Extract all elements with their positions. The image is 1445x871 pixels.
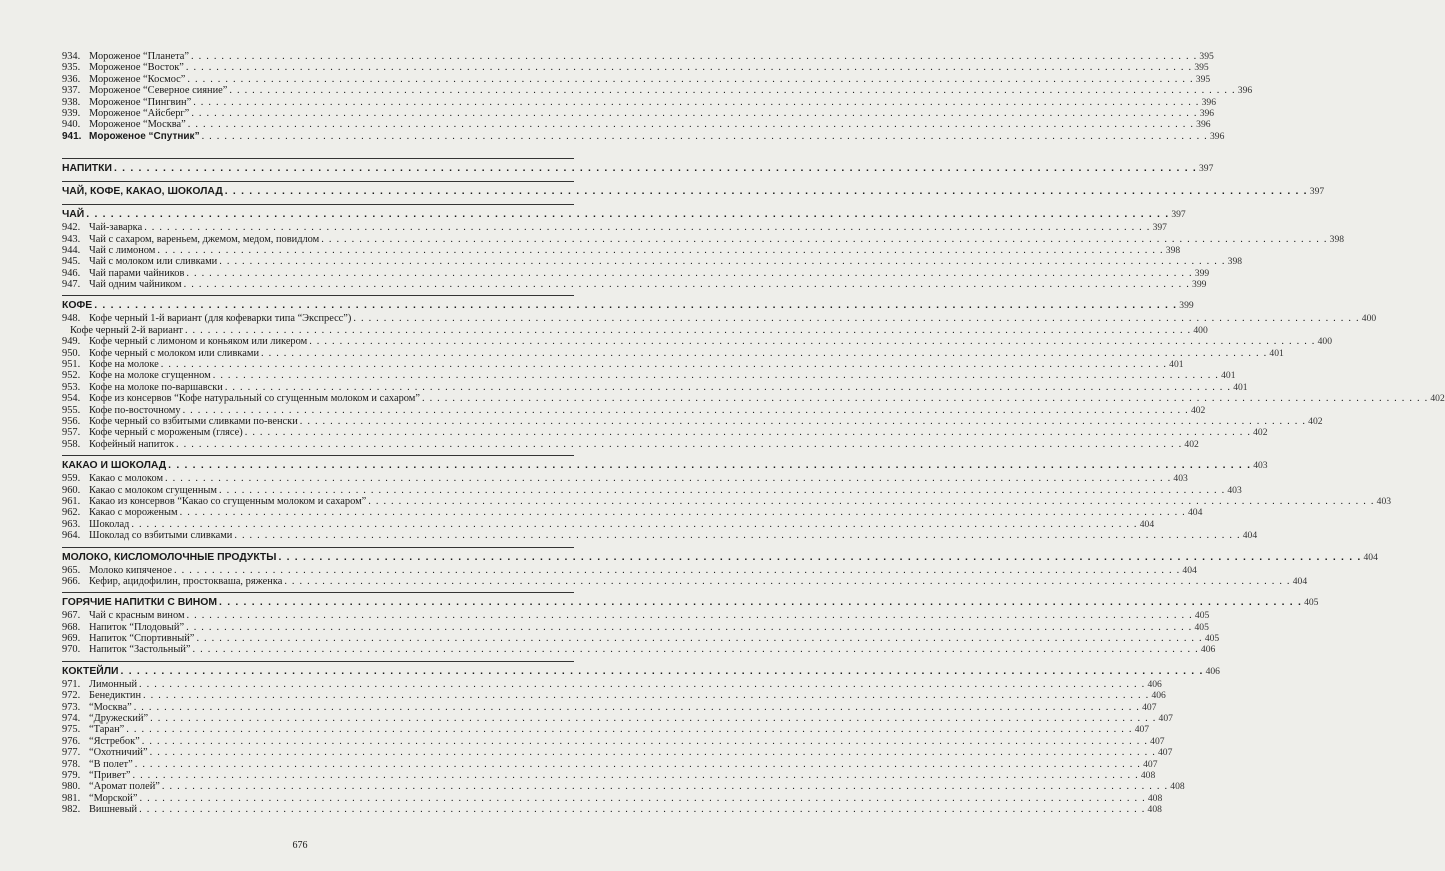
entry-number: 943. <box>62 233 81 245</box>
entry-number: 981. <box>62 792 81 804</box>
leader-dots <box>162 781 1168 792</box>
entry-number: 961. <box>62 495 81 507</box>
toc-entry <box>62 758 1158 770</box>
entry-number: 972. <box>62 690 81 702</box>
toc-entry <box>62 610 1210 622</box>
section-title: КАКАО И ШОКОЛАД <box>62 460 167 472</box>
section-page: 405 <box>1304 597 1319 609</box>
leader-dots <box>191 108 1197 119</box>
entry-page: 405 <box>1204 633 1220 645</box>
entry-title: Какао из консервов “Какао со сгущенным молоком и сахаром” <box>89 495 367 507</box>
leader-dots <box>134 702 1140 713</box>
toc-entry <box>62 792 1163 804</box>
section-rule <box>62 592 574 593</box>
entry-title: Мороженое “Айсберг” <box>89 107 190 119</box>
entry-title: Мороженое “Северное сияние” <box>89 85 228 97</box>
toc-entry <box>62 804 1162 816</box>
entry-title: “В полет” <box>89 758 133 770</box>
entry-title: Лимонный <box>89 678 138 690</box>
entry-number: 955. <box>62 404 81 416</box>
entry-title: Кофе на молоке по-варшавски <box>89 381 223 393</box>
toc-entry <box>62 222 1167 234</box>
section-title: ЧАЙ, КОФЕ, КАКАО, ШОКОЛАД <box>62 186 223 198</box>
entry-title: Кофе черный 1-й вариант (для кофеварки типа “Экспресс”) <box>89 313 352 325</box>
entry-page: 407 <box>1143 758 1158 770</box>
entry-page: 401 <box>1221 370 1236 382</box>
toc-entry <box>62 73 1211 85</box>
entry-page: 403 <box>1173 473 1188 485</box>
entry-number: 964. <box>62 530 81 542</box>
entry-page: 404 <box>1187 507 1203 519</box>
section-page: 404 <box>1363 551 1378 563</box>
leader-dots <box>183 405 1189 416</box>
entry-title: “Аромат полей” <box>89 781 160 793</box>
entry-number: 974. <box>62 713 81 725</box>
entry-number: 950. <box>62 347 81 359</box>
entry-page: 395 <box>1195 73 1211 85</box>
section-rule <box>62 295 574 296</box>
section-rule <box>62 204 574 205</box>
entry-title: Чай с сахаром, вареньем, джемом, медом, повидлом <box>89 233 320 245</box>
section-heading <box>62 550 1378 565</box>
entry-title: “Москва” <box>89 701 132 713</box>
entry-page: 402 <box>1190 404 1206 416</box>
leader-dots <box>131 519 1137 530</box>
entry-number: 965. <box>62 564 81 576</box>
entry-title: Чай с молоком или сливками <box>89 256 218 268</box>
leader-dots <box>114 161 1197 176</box>
entry-page: 408 <box>1140 769 1156 781</box>
entry-number: 963. <box>62 518 81 530</box>
toc-entry <box>62 724 1150 736</box>
toc-entry <box>62 370 1236 382</box>
entry-page: 396 <box>1199 107 1215 119</box>
leader-dots <box>135 759 1141 770</box>
entry-page: 399 <box>1192 279 1207 291</box>
toc-entry <box>62 279 1207 291</box>
leader-dots <box>150 747 1156 758</box>
leader-dots <box>176 439 1182 450</box>
section-rule <box>62 181 574 182</box>
section-page: 403 <box>1253 460 1268 472</box>
section-page: 397 <box>1171 209 1186 221</box>
entry-title: Кофе черный 2-й вариант <box>70 324 183 336</box>
section-heading <box>62 595 1319 610</box>
toc-entry <box>62 713 1173 725</box>
leader-dots <box>157 245 1163 256</box>
leader-dots <box>261 348 1267 359</box>
entry-title: Какао с мороженым <box>89 507 178 519</box>
entry-page: 395 <box>1199 51 1214 62</box>
leader-dots <box>368 496 1374 507</box>
leader-dots <box>143 690 1149 701</box>
entry-number: 936. <box>62 73 81 85</box>
leader-dots <box>180 507 1186 518</box>
leader-dots <box>121 664 1204 679</box>
toc-entry <box>62 130 1225 142</box>
entry-title: Кофе черный с мороженым (глясе) <box>89 427 243 439</box>
section-page: 406 <box>1205 665 1220 677</box>
entry-number: 969. <box>62 633 81 645</box>
toc-entry <box>62 393 1445 405</box>
entry-number: 979. <box>62 769 81 781</box>
entry-number: 948. <box>62 313 81 325</box>
entry-number: 980. <box>62 781 81 793</box>
leader-dots <box>300 416 1306 427</box>
entry-title: “Таран” <box>89 724 125 736</box>
entry-title: Кофе черный с лимоном и коньяком или ликером <box>89 336 308 348</box>
entry-number: 960. <box>62 484 81 496</box>
entry-page: 408 <box>1170 781 1185 793</box>
entry-title: Мороженое “Планета” <box>89 51 190 62</box>
section-page: 397 <box>1309 186 1325 198</box>
toc-entry <box>62 51 1214 62</box>
entry-page: 407 <box>1134 724 1150 736</box>
entry-page: 402 <box>1308 415 1323 427</box>
section-rule <box>62 158 574 159</box>
toc-entry <box>62 62 1209 74</box>
toc-entry <box>62 633 1220 645</box>
entry-page: 406 <box>1151 690 1166 702</box>
toc-entry <box>62 324 1208 336</box>
entry-page: 400 <box>1361 313 1377 325</box>
entry-page: 404 <box>1139 518 1155 530</box>
entry-page: 398 <box>1227 256 1243 268</box>
entry-number: 952. <box>62 370 81 382</box>
entry-number: 956. <box>62 415 81 427</box>
entry-page: 402 <box>1430 393 1445 405</box>
toc-entry <box>62 678 1162 690</box>
entry-number: 951. <box>62 359 81 371</box>
entry-number: 982. <box>62 804 81 816</box>
entry-number: 968. <box>62 621 81 633</box>
entry-title: Чай с красным вином <box>89 610 185 622</box>
entry-title: “Ястребок” <box>89 735 140 747</box>
section-heading <box>62 664 1220 679</box>
toc-entry <box>62 267 1210 279</box>
entry-title: Кофе на молоке <box>89 359 159 371</box>
entry-number: 973. <box>62 701 81 713</box>
entry-title: Чай-заварка <box>89 222 143 234</box>
leader-dots <box>186 268 1192 279</box>
section-heading <box>62 161 1214 176</box>
entry-title: Бенедиктин <box>89 690 142 702</box>
leader-dots <box>219 256 1225 267</box>
entry-title: Чай с лимоном <box>89 244 156 256</box>
entry-page: 400 <box>1317 336 1332 348</box>
entry-number: 962. <box>62 507 81 519</box>
toc-entry <box>62 96 1216 108</box>
entry-title: Кофейный напиток <box>89 438 175 450</box>
entry-page: 408 <box>1147 792 1163 804</box>
entry-title: Чай парами чайников <box>89 267 185 279</box>
toc-entry <box>62 427 1268 439</box>
leader-dots <box>278 550 1361 565</box>
entry-page: 407 <box>1158 713 1173 725</box>
entry-title: Вишневый <box>89 804 138 816</box>
entry-title: Мороженое “Восток” <box>89 62 184 74</box>
leader-dots <box>187 610 1193 621</box>
leader-dots <box>193 97 1199 108</box>
entry-page: 404 <box>1182 564 1197 576</box>
leader-dots <box>126 724 1132 735</box>
entry-title: Шоколад со взбитыми сливками <box>89 530 233 542</box>
leader-dots <box>186 62 1192 73</box>
entry-page: 404 <box>1292 575 1308 587</box>
toc-entry <box>62 484 1242 496</box>
entry-page: 407 <box>1158 747 1173 759</box>
toc-entry <box>62 347 1284 359</box>
entry-page: 402 <box>1184 438 1199 450</box>
entry-number: 942. <box>62 222 81 234</box>
section-title: ЧАЙ <box>62 209 85 221</box>
entry-number: 976. <box>62 735 81 747</box>
entry-number: 959. <box>62 473 81 485</box>
entry-page: 401 <box>1233 381 1248 393</box>
entry-page: 405 <box>1194 610 1210 622</box>
entry-number: 977. <box>62 747 81 759</box>
section-heading <box>62 298 1194 313</box>
entry-page: 398 <box>1165 244 1181 256</box>
section-heading <box>62 207 1186 222</box>
leader-dots <box>225 184 1308 199</box>
entry-page: 407 <box>1142 701 1157 713</box>
leader-dots <box>186 622 1192 633</box>
leader-dots <box>321 234 1327 245</box>
entry-page: 400 <box>1193 324 1208 336</box>
leader-dots <box>188 119 1194 130</box>
leader-dots <box>191 51 1197 62</box>
entry-page: 399 <box>1194 267 1210 279</box>
entry-number: 954. <box>62 393 81 405</box>
section-heading <box>62 184 1325 199</box>
toc-entry <box>62 507 1203 519</box>
entry-number: 944. <box>62 244 81 256</box>
toc-entry <box>62 530 1258 542</box>
toc-entry <box>62 747 1173 759</box>
entry-number: 939. <box>62 107 81 119</box>
toc-entry <box>62 621 1209 633</box>
entry-title: Кофе из консервов “Кофе натуральный со сгущенным молоком и сахаром” <box>89 393 420 405</box>
leader-dots <box>86 207 1169 222</box>
entry-page: 406 <box>1200 644 1216 656</box>
toc-entry <box>62 107 1215 119</box>
toc-entry <box>62 381 1248 393</box>
toc-entry <box>62 701 1157 713</box>
leader-dots <box>139 793 1145 804</box>
leader-dots <box>353 313 1359 324</box>
leader-dots <box>245 427 1251 438</box>
entry-number: 975. <box>62 724 81 736</box>
toc-entry <box>62 495 1392 507</box>
entry-title: “Привет” <box>89 769 131 781</box>
section-title: НАПИТКИ <box>62 163 112 175</box>
entry-page: 396 <box>1237 85 1253 97</box>
entry-page: 403 <box>1227 484 1242 496</box>
toc-entry <box>62 781 1185 793</box>
entry-page: 405 <box>1194 621 1209 633</box>
leader-dots <box>139 679 1145 690</box>
leader-dots <box>422 393 1428 404</box>
entry-title: Мороженое “Спутник” <box>89 130 200 142</box>
section-gap <box>62 656 574 659</box>
toc-entry <box>62 359 1184 371</box>
entry-page: 406 <box>1147 678 1162 690</box>
entry-title: Кофе по-восточному <box>89 404 181 416</box>
leader-dots <box>161 359 1167 370</box>
section-gap <box>62 290 574 293</box>
entry-number: 935. <box>62 62 81 74</box>
leader-dots <box>196 633 1202 644</box>
section-title: КОКТЕЙЛИ <box>62 665 119 677</box>
entry-page: 407 <box>1150 735 1165 747</box>
toc-entry <box>62 518 1155 530</box>
section-gap <box>62 542 574 545</box>
section-rule <box>62 455 574 456</box>
entry-page: 396 <box>1201 96 1216 108</box>
entry-title: Кофе черный с молоком или сливками <box>89 347 260 359</box>
entry-number: 949. <box>62 336 81 348</box>
entry-title: Напиток “Спортивный” <box>89 633 195 645</box>
entry-page: 398 <box>1329 233 1345 245</box>
toc-entry <box>62 575 1308 587</box>
entry-title: “Охотничий” <box>89 747 148 759</box>
leader-dots <box>185 325 1191 336</box>
page-number: 676 <box>292 840 308 851</box>
leader-dots <box>187 74 1193 85</box>
entry-number: 946. <box>62 267 81 279</box>
entry-number: 945. <box>62 256 81 268</box>
entry-page: 408 <box>1147 804 1162 816</box>
toc-entry <box>62 690 1166 702</box>
entry-number: 947. <box>62 279 81 291</box>
toc-entry <box>62 313 1377 325</box>
entry-title: Какао с молоком сгущенным <box>89 484 217 496</box>
entry-number: 971. <box>62 678 81 690</box>
entry-page: 395 <box>1194 62 1209 74</box>
entry-number: 953. <box>62 381 81 393</box>
leader-dots <box>234 530 1240 541</box>
entry-title: Мороженое “Космос” <box>89 73 186 85</box>
leader-dots <box>165 473 1171 484</box>
section-title: ГОРЯЧИЕ НАПИТКИ С ВИНОМ <box>62 597 218 609</box>
section-gap <box>62 199 574 202</box>
entry-number: 957. <box>62 427 81 439</box>
entry-title: Какао с молоком <box>89 473 164 485</box>
leader-dots <box>139 804 1145 815</box>
entry-title: Кофе черный со взбитыми сливками по-венски <box>89 415 298 427</box>
entry-page: 401 <box>1169 359 1184 371</box>
leader-dots <box>144 222 1150 233</box>
toc-entry <box>62 769 1156 781</box>
entry-page: 396 <box>1196 119 1211 131</box>
entry-page: 402 <box>1253 427 1268 439</box>
entry-title: Напиток “Застольный” <box>89 644 191 656</box>
toc-entry <box>62 336 1332 348</box>
toc-entry <box>62 85 1253 97</box>
entry-title: Чай одним чайником <box>89 279 182 291</box>
toc-entry <box>62 644 1216 656</box>
entry-title: Шоколад <box>89 518 130 530</box>
entry-title: Кефир, ацидофилин, простокваша, ряженка <box>89 575 283 587</box>
section-gap <box>62 142 574 156</box>
leader-dots <box>284 576 1290 587</box>
entry-title: Мороженое “Пингвин” <box>89 96 192 108</box>
toc-page <box>62 51 1445 816</box>
toc-entry <box>62 256 1243 268</box>
toc-entry <box>62 473 1188 485</box>
leader-dots <box>174 565 1180 576</box>
toc-entry <box>62 438 1199 450</box>
entry-number: 940. <box>62 119 81 131</box>
leader-dots <box>213 370 1219 381</box>
entry-number: 967. <box>62 610 81 622</box>
leader-dots <box>168 458 1251 473</box>
entry-number: 941. <box>62 130 82 142</box>
entry-page: 403 <box>1376 495 1392 507</box>
toc-entry <box>62 119 1211 131</box>
section-heading <box>62 458 1268 473</box>
section-gap <box>62 176 574 179</box>
section-rule <box>62 547 574 548</box>
entry-page: 401 <box>1269 347 1284 359</box>
leader-dots <box>132 770 1138 781</box>
section-title: МОЛОКО, КИСЛОМОЛОЧНЫЕ ПРОДУКТЫ <box>62 551 277 563</box>
toc-entry <box>62 404 1206 416</box>
leader-dots <box>225 382 1231 393</box>
toc-entry <box>62 564 1197 576</box>
leader-dots <box>193 644 1199 655</box>
leader-dots <box>94 298 1177 313</box>
leader-dots <box>229 85 1235 96</box>
section-page: 397 <box>1199 163 1214 175</box>
entry-number: 978. <box>62 758 81 770</box>
section-rule <box>62 661 574 662</box>
entry-number: 958. <box>62 438 81 450</box>
entry-title: Мороженое “Москва” <box>89 119 186 131</box>
toc-entry <box>62 415 1323 427</box>
entry-title: Напиток “Плодовый” <box>89 621 185 633</box>
section-gap <box>62 587 574 590</box>
section-page: 399 <box>1179 300 1194 312</box>
leader-dots <box>309 336 1315 347</box>
section-title: КОФЕ <box>62 300 93 312</box>
section-gap <box>62 450 574 453</box>
leader-dots <box>219 595 1302 610</box>
entry-title: Молоко кипяченое <box>89 564 173 576</box>
entry-number: 934. <box>62 51 81 62</box>
toc-entry <box>62 244 1181 256</box>
entry-title: “Морской” <box>89 792 138 804</box>
leader-dots <box>184 279 1190 290</box>
entry-number: 966. <box>62 575 81 587</box>
entry-page: 397 <box>1152 222 1167 234</box>
toc-entry <box>62 233 1345 245</box>
leader-dots <box>142 736 1148 747</box>
entry-page: 404 <box>1242 530 1258 542</box>
leader-dots <box>219 485 1225 496</box>
entry-number: 937. <box>62 85 81 97</box>
entry-number: 970. <box>62 644 81 656</box>
entry-page: 396 <box>1209 130 1225 142</box>
entry-title: “Дружеский” <box>89 713 149 725</box>
entry-title: Кофе на молоке сгущенном <box>89 370 211 382</box>
toc-entry <box>62 735 1165 747</box>
leader-dots <box>202 131 1208 142</box>
leader-dots <box>150 713 1156 724</box>
entry-number: 938. <box>62 96 81 108</box>
